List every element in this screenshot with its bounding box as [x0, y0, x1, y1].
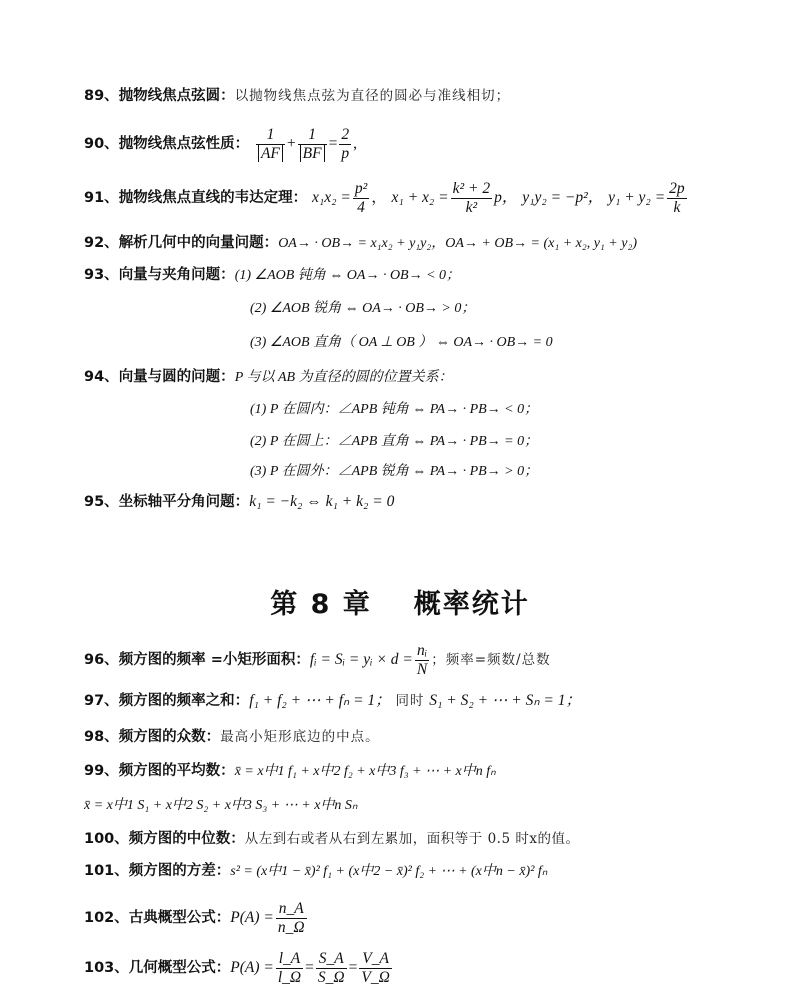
- item-title: 抛物线焦点弦圆：: [118, 88, 235, 104]
- item-number: 90、: [84, 136, 119, 152]
- item-99-formula-2: x̄ = x中1 S₁ + x中2 S₂ + x中3 S₃ + ⋯ + x中n Sₙ: [84, 798, 358, 813]
- item-number: 100、: [84, 831, 129, 847]
- item-title: 频方图的方差：: [128, 863, 231, 879]
- item-94: [84, 366, 760, 388]
- item-number: 92、: [84, 235, 119, 251]
- fraction-ni-n: $\frac{\text{nᵢ}}{N}$: [416, 641, 428, 678]
- item-title: 频方图的频率 =小矩形面积：: [118, 652, 310, 668]
- item-number: 93、: [84, 267, 119, 283]
- item-93: [84, 264, 760, 286]
- item-93-case-2: (2) ∠AOB 锐角 ⇔ OA→ · OB→ > 0；: [250, 301, 476, 316]
- item-text: 以抛物线焦点弦为直径的圆必与准线相切；: [234, 88, 511, 104]
- item-text: 最高小矩形底边的中点。: [220, 729, 380, 745]
- item-formula: x̄ = x中1 f₁ + x中2 f₂ + x中3 f₃ + ⋯ + x中n fₙ: [234, 764, 496, 779]
- item-formula: OA→ · OB→ = x₁x₂ + y₁y₂，OA→ + OB→ = (x₁ + x₂, y₁ + y₂): [278, 236, 637, 251]
- item-92: [84, 232, 760, 254]
- item-number: 91、: [84, 190, 119, 206]
- item-91: 91、抛物线焦点直线的韦达定理： x₁x₂ = $\frac{\text{p²}}{4}$ ， x₁ + x₂ = $\frac{\text{k² + 2}}{\text{k²}}$ p， y₁y₂ = −p²， y₁ + y₂ = $\frac{2p}{k}$: [84, 179, 685, 216]
- item-93-case-3: (3) ∠AOB 直角（ OA ⊥ OB ） ⇔ OA→ · OB→ = 0: [250, 335, 553, 350]
- item-title: 频方图的众数：: [118, 729, 221, 745]
- item-100: [84, 828, 760, 849]
- chapter-label: 第 8 章: [270, 589, 372, 620]
- fraction-na-nomega: $\frac{n\_A}{n\_\Omega}$: [277, 899, 305, 936]
- chapter-heading: [0, 582, 800, 621]
- item-102: 102、古典概型公式：P(A) = $\frac{n\_A}{n\_\Omega}$: [84, 899, 305, 936]
- fraction-2p-k: $\frac{2p}{k}$: [669, 179, 685, 216]
- item-94-case-2: (2) P 在圆上：∠APB 直角 ⇔ PA→ · PB→ = 0；: [250, 434, 539, 449]
- item-number: 102、: [84, 910, 129, 926]
- item-title: 解析几何中的向量问题：: [118, 235, 279, 251]
- item-number: 97、: [84, 693, 119, 709]
- item-title: 古典概型公式：: [128, 910, 231, 926]
- item-title: 抛物线焦点弦性质：: [118, 136, 250, 152]
- item-formula: s² = (x中1 − x̄)² f₁ + (x中2 − x̄)² f₂ + ⋯ + (x中n − x̄)² fₙ: [230, 864, 548, 879]
- item-101: [84, 860, 760, 882]
- item-title: 坐标轴平分角问题：: [118, 494, 250, 510]
- item-94-case-3: (3) P 在圆外：∠APB 锐角 ⇔ PA→ · PB→ > 0；: [250, 464, 539, 479]
- item-97: 97、频方图的频率之和：f₁ + f₂ + ⋯ + fₙ = 1； 同时 S₁ + S₂ + ⋯ + Sₙ = 1；: [84, 692, 582, 709]
- item-title: 几何概型公式：: [128, 960, 231, 976]
- fraction-k2: $\frac{\text{k² + 2}}{\text{k²}}$: [452, 179, 491, 216]
- item-number: 98、: [84, 729, 119, 745]
- item-title: 向量与夹角问题：: [118, 267, 235, 283]
- item-title: 频方图的平均数：: [118, 763, 235, 779]
- item-96: 96、频方图的频率 =小矩形面积：fᵢ = Sᵢ = yᵢ × d = $\frac{\text{nᵢ}}{N}$ ；频率=频数/总数: [84, 641, 551, 678]
- item-case-1: (1) ∠AOB 钝角 ⇔ OA→ · OB→ < 0；: [234, 268, 461, 283]
- item-text: P 与以 AB 为直径的圆的位置关系：: [234, 370, 453, 385]
- item-98: [84, 726, 760, 747]
- fraction-1-af: $\frac{1}{AF}$: [256, 126, 285, 163]
- item-text: 从左到右或者从右到左累加，面积等于 0.5 时x的值。: [244, 831, 580, 847]
- item-103: 103、几何概型公式：P(A) = $\frac{l\_A}{l\_\Omega}$ = $\frac{S\_A}{S\_\Omega}$ = $\frac{V\_A}{V\_\Omega}$: [84, 949, 390, 986]
- item-number: 94、: [84, 369, 119, 385]
- item-number: 99、: [84, 763, 119, 779]
- fraction-1-bf: $\frac{1}{BF}$: [298, 126, 327, 163]
- fraction-p2-4: $\frac{\text{p²}}{4}$: [354, 179, 368, 216]
- fraction-sa-somega: $\frac{S\_A}{S\_\Omega}$: [317, 949, 345, 986]
- fraction-2-p: $\frac{2}{p}$: [341, 125, 350, 162]
- chapter-name: 概率统计: [413, 589, 530, 620]
- item-formula: k₁ = −k₂ ⇔ k₁ + k₂ = 0: [249, 493, 395, 510]
- item-94-case-1: (1) P 在圆内：∠APB 钝角 ⇔ PA→ · PB→ < 0；: [250, 402, 539, 417]
- item-number: 89、: [84, 88, 119, 104]
- item-99: [84, 760, 760, 782]
- item-title: 频方图的频率之和：: [118, 693, 250, 709]
- item-89: [84, 85, 760, 106]
- item-90: 90、抛物线焦点弦性质： $\frac{1}{AF}$ + $\frac{1}{BF}$ = $\frac{2}{p}$ ,: [84, 125, 357, 162]
- item-number: 95、: [84, 494, 119, 510]
- item-number: 101、: [84, 863, 129, 879]
- fraction-va-vomega: $\frac{V\_A}{V\_\Omega}$: [361, 949, 390, 986]
- item-95: [84, 491, 760, 512]
- item-title: 频方图的中位数：: [128, 831, 245, 847]
- item-title: 向量与圆的问题：: [118, 369, 235, 385]
- item-title: 抛物线焦点直线的韦达定理：: [118, 190, 308, 206]
- item-number: 96、: [84, 652, 119, 668]
- item-number: 103、: [84, 960, 129, 976]
- fraction-la-lomega: $\frac{l\_A}{l\_\Omega}$: [277, 949, 302, 986]
